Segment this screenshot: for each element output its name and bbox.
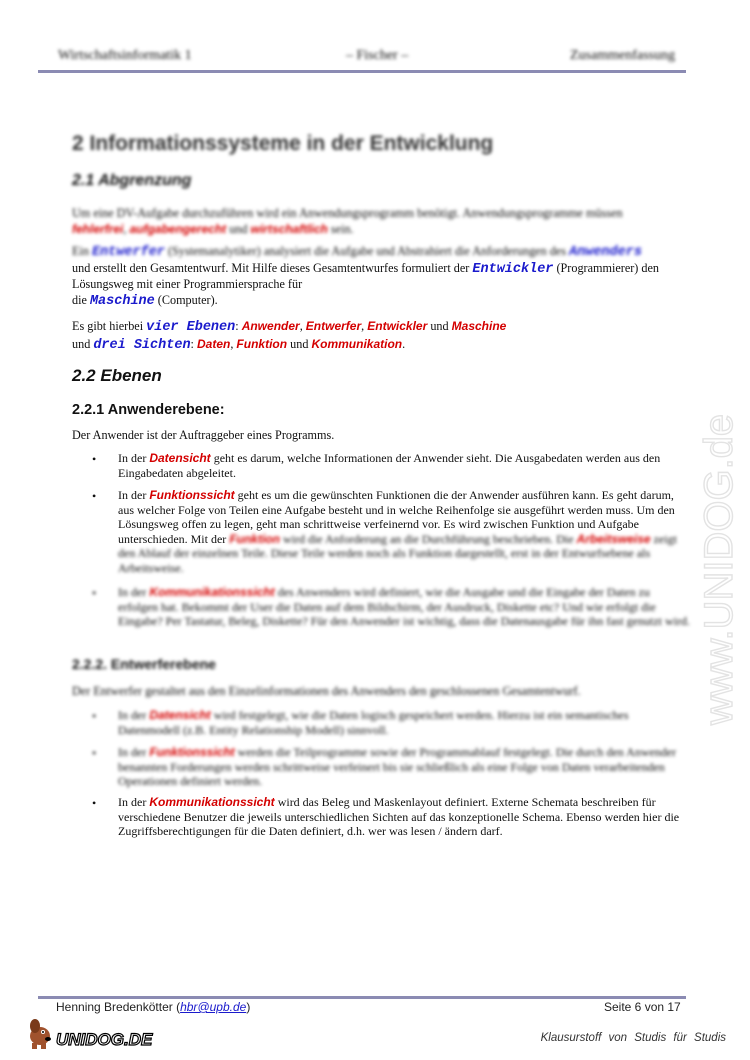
chapter-title: 2 Informationssysteme in der Entwicklung xyxy=(72,132,494,155)
list-item: In der Funktionssicht geht es um die gewünschten Funktionen die der Anwender ausführen kann. Es geht darum, aus welcher Folge von Teilen eine Aufgabe besteht und in welche Reihenfolge sie ausgeführt werden muss. Um den Lösungsweg offen zu legen, geht man schrittweise verfeinernd vor. Es wird zwischen Funktion und Aufgabe unterschieden. Mit der Funktion wird die Anforderung an die Durchführung beschrieben. Die Arbeitsweise zeigt den Ablauf der einzelnen Teile. Diese Teile werden noch als Funktion dargestellt, erst in der Entwurfsebene als Arbeitsweise. xyxy=(118,488,677,575)
email-link[interactable]: hbr@upb.de xyxy=(180,1000,247,1014)
section-2-2-title: 2.2 Ebenen xyxy=(72,366,162,385)
entwerfer-intro: Der Entwerfer gestaltet aus den Einzelinformationen des Anwenders den geschlossenen Gesamtentwurf. xyxy=(72,684,581,698)
bullet: • xyxy=(92,586,97,600)
footer-rule xyxy=(38,996,686,999)
bullet: • xyxy=(92,489,97,503)
list-item: In der Datensicht wird festgelegt, wie die Daten logisch gespeichert werden. Hierzu ist ein semantisches Datenmodell (z.B. Entity Relationship Modell) sinnvoll. xyxy=(118,708,629,737)
watermark-text: www.UNIDOG.de xyxy=(697,413,741,725)
section-2-1-title: 2.1 Abgrenzung xyxy=(72,172,192,189)
paragraph-levels-views: Es gibt hierbei vier Ebenen: Anwender, Entwerfer, Entwickler und Maschine und drei Sichten: Daten, Funktion und Kommunikation. xyxy=(72,319,507,353)
list-item: In der Datensicht geht es darum, welche Informationen der Anwender sieht. Die Ausgabedaten werden aus den Eingabedaten abgeleitet. xyxy=(118,451,661,480)
dog-icon xyxy=(30,1019,51,1049)
list-item: In der Kommunikationssicht wird das Beleg und Maskenlayout definiert. Externe Schemata beschreiben für verschiedene Benutzer die jeweils unterschiedlichen Sichten auf das konzeptionelle Schema. Ebenso werden hier die Zugriffsberechtigungen für die Daten definiert, d.h. wer was lesen / ändern darf. xyxy=(118,795,680,838)
watermark xyxy=(690,270,750,730)
footer-author: Henning Bredenkötter (hbr@upb.de) xyxy=(56,1000,251,1014)
paragraph-roles: Ein Entwerfer (Systemanalytiker) analysiert die Aufgabe und Abstrahiert die Anforderungen des Anwenders und erstellt den Gesamtentwurf. Mit Hilfe dieses Gesamtentwurfes formuliert der Entwickler (Programmierer) den Lösungsweg mit einer Programmiersprache für die Maschine (Computer). xyxy=(72,244,659,309)
list-item: In der Kommunikationssicht des Anwenders wird definiert, wie die Ausgabe und die Eingabe der Daten zu erfolgen hat. Bekommt der User die Daten auf dem Bildschirm, der Ausdruck, Diskette etc? Und wie erfolgt die Eingabe? Per Tastatur, Beleg, Diskette? Für den Anwender ist wichtig, dass die Datenausgabe für ihn fast genutzt wird. xyxy=(118,585,690,628)
bullet: • xyxy=(92,709,97,723)
header-center: – Fischer – xyxy=(346,48,409,63)
logo-text: UNIDOG.DE xyxy=(56,1030,153,1049)
unidog-logo xyxy=(24,1012,154,1052)
page-header xyxy=(38,48,686,70)
section-2-2-1-title: 2.2.1 Anwenderebene: xyxy=(72,402,225,418)
bullet: • xyxy=(92,796,97,810)
section-2-2-2-title: 2.2.2. Entwerferebene xyxy=(72,656,216,672)
header-left: Wirtschaftsinformatik 1 xyxy=(58,48,192,63)
footer-page: Seite 6 von 17 xyxy=(604,1000,681,1014)
footer-tagline: Klausurstoff von Studis für Studis xyxy=(540,1032,726,1044)
bullet: • xyxy=(92,746,97,760)
anwender-intro: Der Anwender ist der Auftraggeber eines Programms. xyxy=(72,428,335,442)
header-right: Zusammenfassung xyxy=(570,48,675,63)
header-rule xyxy=(38,70,686,73)
list-item: In der Funktionssicht werden die Teilprogramme sowie der Programmablauf festgelegt. Die durch den Anwender benannten Forderungen werden schrittweise verfeinert bis sie schließlich als eine Folge von Daten verarbeitenden Operationen definiert werden. xyxy=(118,745,677,788)
bullet: • xyxy=(92,452,97,466)
paragraph-requirements: Um eine DV-Aufgabe durchzuführen wird ein Anwendungsprogramm benötigt. Anwendungsprogramme müssen fehlerfrei, aufgabengerecht und wirtschaftlich sein. xyxy=(72,206,623,236)
